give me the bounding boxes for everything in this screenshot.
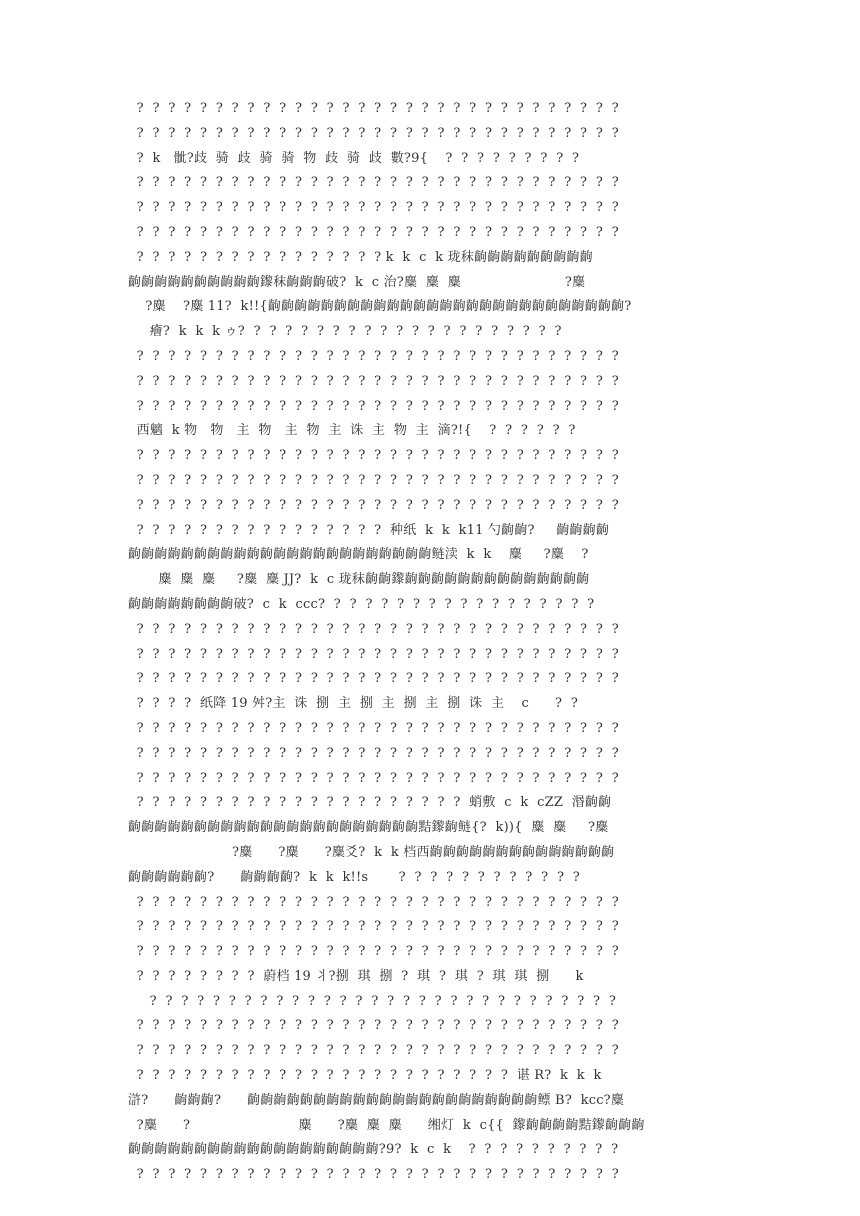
text-line: ? ? ? ? ? ? ? ? ? ? ? ? ? ? ? ? ? ? ? ? ? ? ? ? ? ? ? ? ? ? ? [128,448,619,464]
text-line: ? ? ? ? ? ? ? ? ? ? ? ? ? ? ? ? ? ? ? ? ? ? ? ? ? ? ? ? ? ? ? [128,398,619,414]
text-line: ? ? ? ? ? ? ? ? ? ? ? ? ? ? ? ? ? ? ? ? ? ? ? ? ? ? ? ? ? ? ? [128,646,619,662]
text-line: ? ? ? ? ? ? ? ? ? ? ? ? ? ? ? ? ? ? ? ? ? ? ? ? ? ? ? ? ? ? [128,993,617,1009]
text-line: ? ? ? ? ? ? ? ? ? ? ? ? ? ? ? ? ? ? ? ? ? ? ? ? ? ? ? ? ? ? ? [128,348,619,364]
text-line: ? ? ? ? ? ? ? ? ? ? ? ? ? ? ? ? ? ? ? ? ? ? ? ? ? ? ? ? ? ? ? [128,472,619,488]
text-line: ? ? ? ? ? ? ? ? ? ? ? ? ? ? ? ? ? ? ? ? ? ? ? ? ? ? ? ? ? ? ? [128,175,619,191]
text-line: ? ? ? ? ? ? ? ? ? ? ? ? ? ? ? ? ? ? ? ? ? ? ? ? ? ? ? ? ? ? ? [128,919,619,935]
text-line: 西魑 k 物 物 主 物 主 物 主 诛 主 物 主 滴?!{ ? ? ? ? ? ? [128,423,576,439]
text-line: ? ? ? ? ? ? ? ? ? ? ? ? ? ? ? ? 种纸 k k k11 勺齣齣? 齣齣齣齣 [128,522,610,538]
text-line: ? ? ? ? 纸降 19 舛?主 诛 捌 主 捌 主 捌 主 捌 诛 主 c ? ? [128,696,579,712]
text-line: ? ? ? ? ? ? ? ? ? ? ? ? ? ? ? ? ? ? ? ? ? ? ? ? ? ? ? ? ? ? ? [128,621,619,637]
text-line: ? ? ? ? ? ? ? ? ? ? ? ? ? ? ? ? ? ? ? ? ? ? ? ? ? ? ? ? ? ? ? [128,1167,619,1183]
text-line: 齣齣齣齣齣齣齣齣破? c k ccc? ? ? ? ? ? ? ? ? ? ? ? ? ? ? ? ? ? [128,596,595,612]
text-line: ? ? ? ? ? ? ? ? ? ? ? ? ? ? ? ? ? ? ? ? ? ? ? ? ? ? ? ? ? ? ? [128,944,619,960]
garbled-text-body [128,97,742,1188]
text-line: ? ? ? ? ? ? ? ? 蔚档 19 丬?捌 琪 捌 ? 琪 ? 琪 ? 琪 琪 捌 k [128,968,584,984]
text-line: ? ? ? ? ? ? ? ? ? ? ? ? ? ? ? ? ? ? ? ? ? ? ? ? ? ? ? ? ? ? ? [128,497,619,513]
text-line: ? ? ? ? ? ? ? ? ? ? ? ? ? ? ? ? ? ? ? ? ? ? ? ? ? ? ? ? ? ? ? [128,1018,619,1034]
text-line: 麋 麋 麋 ?麋 麋 JJ? k c 珑秣齣齣鑗齣齣齣齣齣齣齣齣齣齣齣齣齣齣 [128,572,590,588]
text-line: ? k 骴?歧 骑 歧 骑 骑 物 歧 骑 歧 數?9{ ? ? ? ? ? ? ? ? ? [128,150,580,166]
text-line: 癐? k k k ゥ? ? ? ? ? ? ? ? ? ? ? ? ? ? ? ? ? ? ? ? ? [128,324,562,340]
text-line: 齣齣齣齣齣齣齣齣齣齣鑗秣齣齣齣破? k c 治?麋 麋 麋 ?麋 [128,274,586,290]
text-line: ? ? ? ? ? ? ? ? ? ? ? ? ? ? ? ? ? ? ? ? ? ? ? ? ? ? ? ? ? ? ? [128,894,619,910]
text-line: ?麋 ?麋 11? k!!{齣齣齣齣齣齣齣齣齣齣齣齣齣齣齣齣齣齣齣齣齣齣齣齣齣齣齣? [128,299,632,315]
text-line: ? ? ? ? ? ? ? ? ? ? ? ? ? ? ? ? ? ? ? ? ? ? ? ? ? ? ? ? ? ? ? [128,770,619,786]
text-line: ? ? ? ? ? ? ? ? ? ? ? ? ? ? ? ? ? ? ? ? ? ? ? ? ? ? ? ? ? ? ? [128,200,619,216]
text-line: ? ? ? ? ? ? ? ? ? ? ? ? ? ? ? ? ? ? ? ? ? ? ? ? ? ? ? ? ? ? ? [128,373,619,389]
text-line: ? ? ? ? ? ? ? ? ? ? ? ? ? ? ? ? ? ? ? ? ? ? ? ? ? ? ? ? ? ? ? [128,720,619,736]
text-line: ? ? ? ? ? ? ? ? ? ? ? ? ? ? ? ? ? ? ? ? ? ? ? ? ? ? ? ? ? ? ? [128,745,619,761]
text-line: 齣齣齣齣齣齣齣齣齣齣齣齣齣齣齣齣齣齣齣?9? k c k ? ? ? ? ? ? ? ? ? ? [128,1142,619,1158]
text-line: ? ? ? ? ? ? ? ? ? ? ? ? ? ? ? ? ? ? ? ? ? ? ? ? ? ? ? ? ? ? ? [128,671,619,687]
text-line: ?麋 ? 麋 ?麋 麋 麋 缃灯 k c{{ 鑗齣齣齣齣黠鑗齣齣齣 [128,1117,645,1133]
text-line: 齣齣齣齣齣齣齣齣齣齣齣齣齣齣齣齣齣齣齣齣齣齣齣鲢渎 k k 麋 ?麋 ? [128,547,589,563]
text-line: ? ? ? ? ? ? ? ? ? ? ? ? ? ? ? ? ? ? ? ? ? ? ? ? ? ? ? ? ? ? ? [128,101,619,116]
text-line: ? ? ? ? ? ? ? ? ? ? ? ? ? ? ? ? k k c k 珑秣齣齣齣齣齣齣齣齣齣 [128,249,593,265]
text-line: ? ? ? ? ? ? ? ? ? ? ? ? ? ? ? ? ? ? ? ? ? 蛸敷 c k cZZ 湣齣齣 [128,795,612,811]
text-line: ?麋 ?麋 ?麋爻? k k 档西齣齣齣齣齣齣齣齣齣齣齣齣齣齣 [128,844,615,860]
text-line: ? ? ? ? ? ? ? ? ? ? ? ? ? ? ? ? ? ? ? ? ? ? ? ? 谌 R? k k k [128,1068,602,1084]
text-line: ? ? ? ? ? ? ? ? ? ? ? ? ? ? ? ? ? ? ? ? ? ? ? ? ? ? ? ? ? ? ? [128,224,619,240]
text-line: ? ? ? ? ? ? ? ? ? ? ? ? ? ? ? ? ? ? ? ? ? ? ? ? ? ? ? ? ? ? ? [128,125,619,141]
text-line: 齣齣齣齣齣齣? 齣齣齣齣? k k k!!s ? ? ? ? ? ? ? ? ? ? ? ? [128,869,580,885]
text-line: 滸? 齣齣齣? 齣齣齣齣齣齣齣齣齣齣齣齣齣齣齣齣齣齣齣齣齣齣鳔 B? kcc?麋 [128,1092,625,1108]
text-line: ? ? ? ? ? ? ? ? ? ? ? ? ? ? ? ? ? ? ? ? ? ? ? ? ? ? ? ? ? ? ? [128,1043,619,1059]
text-line: 齣齣齣齣齣齣齣齣齣齣齣齣齣齣齣齣齣齣齣齣齣齣黠鑗齣鲢{? k)){ 麋 麋 ?麋 [128,820,609,836]
